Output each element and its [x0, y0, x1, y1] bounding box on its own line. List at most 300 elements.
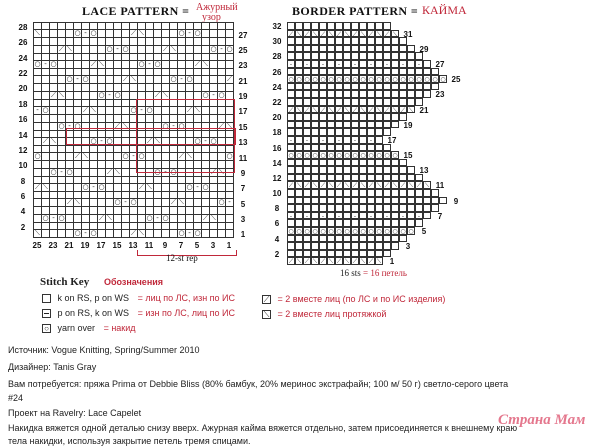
border-cell: [343, 128, 351, 136]
border-cell: ⟋: [304, 258, 310, 266]
border-cell: ○: [360, 76, 366, 84]
border-cell: [367, 113, 375, 121]
lace-cell: [90, 146, 98, 153]
border-row-number: 27: [435, 59, 445, 69]
lace-cell: [186, 61, 194, 69]
lace-cell: [114, 23, 122, 30]
border-cell: [287, 37, 295, 45]
lace-cell: ⟋: [74, 153, 82, 161]
border-cell: -: [335, 136, 343, 144]
lace-cell: [50, 153, 58, 161]
lace-cell: [42, 223, 50, 230]
border-cell: [311, 45, 319, 53]
border-cell: [415, 204, 423, 212]
lace-cell: [50, 199, 58, 207]
border-cell: ○: [416, 76, 422, 84]
border-cell: [391, 219, 399, 227]
lace-cell: [170, 61, 178, 69]
border-cell: [359, 219, 367, 227]
border-cell: [327, 60, 335, 68]
border-cell: [343, 204, 351, 212]
border-cell: [295, 144, 303, 152]
lace-cell: ○: [178, 121, 185, 130]
lace-cell: ○: [90, 229, 97, 237]
lace-cell: [130, 54, 138, 61]
lace-cell: [138, 76, 146, 84]
border-cell: -: [303, 212, 311, 220]
lace-cell: [226, 84, 234, 91]
lace-row-number: 18: [18, 99, 28, 109]
lace-col-number: 7: [178, 241, 184, 250]
lace-col-number: 1: [226, 241, 232, 250]
lace-cell: [74, 54, 82, 61]
border-cell: [367, 197, 375, 205]
lace-cell: [66, 146, 74, 153]
lace-col-number: 25: [32, 241, 42, 250]
lace-cell: [138, 215, 146, 223]
border-cell: [319, 83, 327, 91]
border-cell: [287, 121, 295, 129]
lace-cell: [58, 107, 66, 115]
lace-cell: ⟍: [178, 199, 186, 207]
border-cell: [327, 235, 335, 243]
border-cell: [351, 45, 359, 53]
border-cell: [311, 189, 319, 197]
border-cell: [295, 98, 303, 106]
border-cell: [367, 52, 375, 60]
lace-cell: [98, 23, 106, 30]
border-row-number: 12: [272, 173, 282, 183]
lace-row-number: 26: [18, 38, 28, 48]
border-cell: ○: [384, 152, 390, 160]
lace-cell: [34, 215, 42, 223]
border-cell: [295, 189, 303, 197]
lace-cell: [194, 46, 202, 54]
border-cell: [383, 128, 391, 136]
border-cell: ⟋: [336, 258, 342, 266]
lace-row-number: 28: [18, 23, 28, 32]
lace-cell: ⟋: [202, 215, 210, 223]
border-cell: -: [415, 60, 423, 68]
border-cell: ○: [384, 76, 390, 84]
border-cell: [351, 235, 359, 243]
lace-cell: ⟋: [122, 76, 130, 84]
border-cell: [327, 128, 335, 136]
lace-cell: [98, 38, 106, 45]
border-cell: [319, 52, 327, 60]
border-cell: [375, 136, 383, 144]
lace-cell: [162, 69, 170, 76]
border-cell: [303, 174, 311, 182]
lace-cell: -: [50, 215, 58, 223]
lace-cell: ⟍: [170, 46, 178, 54]
border-cell: [399, 113, 407, 121]
lace-cell: ○: [42, 106, 49, 115]
border-cell: ○: [296, 76, 302, 84]
border-cell: [311, 128, 319, 136]
border-cell: [311, 144, 319, 152]
lace-cell: [194, 38, 202, 45]
border-cell: [439, 197, 447, 205]
border-cell: [311, 52, 319, 60]
lace-cell: ⟍: [194, 107, 202, 115]
lace-cell: [146, 84, 154, 91]
border-cell: ⟋: [368, 106, 374, 114]
lace-cell: [42, 153, 50, 161]
lace-cell: [186, 46, 194, 54]
lace-cell: [226, 215, 234, 223]
border-cell: [319, 90, 327, 98]
border-cell: [311, 212, 319, 220]
border-row-number: 20: [272, 113, 282, 123]
border-cell: [367, 22, 375, 30]
border-cell: [303, 113, 311, 121]
border-cell: [383, 242, 391, 250]
lace-cell: [178, 215, 186, 223]
lace-cell: [42, 115, 50, 122]
border-cell: [335, 37, 343, 45]
border-cell: [391, 60, 399, 68]
lace-cell: -: [130, 153, 138, 161]
border-cell: [367, 235, 375, 243]
lace-cell: [42, 38, 50, 45]
key-item-ssk-ru: = 2 вместе лиц протяжкой: [277, 309, 387, 319]
border-cell: ○: [408, 76, 414, 84]
info-description-cont: тела накидки, используя закрытие петель тремя спицами.: [8, 436, 251, 446]
border-cell: [383, 98, 391, 106]
border-cell: [431, 204, 439, 212]
lace-cell: [154, 69, 162, 76]
border-cell: ⟍: [312, 182, 318, 190]
border-cell: ⟍: [328, 182, 334, 190]
lace-cell: -: [210, 92, 218, 100]
lace-cell: [34, 38, 42, 45]
lace-row-number: 21: [238, 76, 248, 86]
border-cell: [391, 242, 399, 250]
lace-cell: [162, 76, 170, 84]
key-item-knit-en: k on RS, p on WS: [57, 293, 130, 303]
key-item-k2tog: [262, 294, 445, 304]
border-cell: [359, 204, 367, 212]
border-cell: ⟋: [400, 106, 406, 114]
border-cell: [375, 121, 383, 129]
lace-cell: [114, 100, 122, 107]
lace-cell: -: [186, 230, 194, 238]
lace-cell: ⟍: [146, 184, 154, 192]
border-row-number: 10: [272, 189, 282, 199]
lace-cell: ○: [122, 152, 129, 161]
lace-cell: [42, 30, 50, 38]
stitch-key-title-en: Stitch Key: [40, 276, 90, 288]
lace-cell: [50, 146, 58, 153]
lace-cell: ⟋: [130, 30, 138, 38]
lace-cell: [66, 23, 74, 30]
border-cell: [359, 90, 367, 98]
border-cell: [327, 98, 335, 106]
border-cell: ⟋: [368, 30, 374, 38]
lace-cell: -: [34, 107, 42, 115]
info-source: Источник: Vogue Knitting, Spring/Summer 2010: [8, 345, 200, 355]
border-cell: [311, 197, 319, 205]
lace-cell: [130, 84, 138, 91]
border-cell: [383, 68, 391, 76]
border-cell: [311, 136, 319, 144]
border-cell: [335, 121, 343, 129]
lace-cell: [82, 207, 90, 214]
border-cell: [287, 68, 295, 76]
lace-cell: [74, 161, 82, 168]
lace-cell: [210, 230, 218, 238]
lace-cell: [114, 177, 122, 184]
lace-cell: [162, 230, 170, 238]
lace-col-number: 17: [96, 241, 106, 250]
border-cell: -: [399, 60, 407, 68]
key-item-purl-ru: = изн по ЛС, лиц по ИС: [137, 308, 236, 318]
lace-cell: ○: [106, 136, 113, 145]
border-cell: [375, 68, 383, 76]
lace-cell: [58, 138, 66, 146]
border-cell: [359, 197, 367, 205]
border-cell: [375, 212, 383, 220]
lace-cell: [82, 199, 90, 207]
border-cell: [343, 98, 351, 106]
border-cell: ⟍: [392, 30, 398, 38]
lace-cell: [170, 84, 178, 91]
lace-cell: ○: [146, 106, 153, 115]
lace-cell: ⟋: [58, 46, 66, 54]
border-cell: ⟋: [320, 30, 326, 38]
border-cell: [375, 242, 383, 250]
border-cell: [399, 98, 407, 106]
border-cell: [359, 60, 367, 68]
lace-cell: [226, 23, 234, 30]
border-cell: ○: [424, 76, 430, 84]
lace-cell: [66, 184, 74, 192]
border-cell: [327, 45, 335, 53]
lace-cell: [50, 23, 58, 30]
border-cell: [407, 166, 415, 174]
border-cell: [359, 242, 367, 250]
border-row-number: 11: [435, 181, 445, 191]
lace-cell: [138, 38, 146, 45]
lace-cell: [98, 199, 106, 207]
border-cell: [319, 166, 327, 174]
lace-cell: ⟋: [146, 138, 154, 146]
lace-cell: ⟋: [114, 123, 122, 131]
border-cell: [327, 22, 335, 30]
lace-cell: [146, 30, 154, 38]
lace-cell: [50, 177, 58, 184]
border-cell: ○: [336, 76, 342, 84]
border-cell: -: [303, 136, 311, 144]
border-cell: -: [351, 136, 359, 144]
lace-col-number: 21: [64, 241, 74, 250]
border-cell: [343, 136, 351, 144]
key-item-yarn-over-en: yarn over: [57, 323, 96, 333]
lace-cell: [210, 54, 218, 61]
border-cell: ⟍: [376, 182, 382, 190]
key-item-knit: [42, 293, 235, 303]
border-cell: ⟋: [368, 258, 374, 266]
border-cell: ⟋: [336, 106, 342, 114]
border-cell: [319, 250, 327, 258]
border-cell: [359, 45, 367, 53]
lace-cell: [58, 23, 66, 30]
lace-cell: [98, 115, 106, 122]
lace-cell: ○: [74, 229, 81, 237]
border-cell: ⟍: [344, 30, 350, 38]
lace-col-number: 9: [162, 241, 168, 250]
lace-cell: -: [74, 76, 82, 84]
lace-cell: ⟍: [138, 30, 146, 38]
border-cell: [383, 250, 391, 258]
lace-cell: [106, 76, 114, 84]
lace-cell: [226, 30, 234, 38]
border-cell: [287, 113, 295, 121]
lace-cell: [50, 184, 58, 192]
border-cell: [343, 90, 351, 98]
lace-cell: [50, 123, 58, 131]
lace-cell: [154, 177, 162, 184]
border-sts-label: [340, 268, 407, 278]
lace-cell: [34, 199, 42, 207]
border-row-number: 21: [419, 105, 429, 115]
border-cell: [399, 235, 407, 243]
lace-cell: [122, 215, 130, 223]
info-materials: Вам потребуется: пряжа Prima от Debbie Bliss (80% бамбук, 20% меринос экстрафайн; 100 м/ 50 г) светло-серого цвета: [8, 379, 509, 389]
lace-cell: [194, 76, 202, 84]
border-cell: ⟋: [352, 182, 358, 190]
lace-cell: [66, 54, 74, 61]
border-cell: [383, 189, 391, 197]
lace-cell: ○: [58, 213, 65, 222]
border-cell: [295, 37, 303, 45]
lace-cell: [178, 207, 186, 214]
lace-cell: [114, 76, 122, 84]
lace-cell: [218, 207, 226, 214]
lace-cell: ○: [50, 60, 57, 69]
border-cell: [407, 197, 415, 205]
border-cell: [343, 219, 351, 227]
border-cell: [335, 68, 343, 76]
lace-row-number: 22: [18, 69, 28, 79]
lace-cell: [58, 192, 66, 199]
lace-col-number: 13: [128, 241, 138, 250]
border-cell: [311, 235, 319, 243]
lace-cell: [50, 100, 58, 107]
key-item-knit-ru: = лиц по ЛС, изн по ИС: [137, 293, 236, 303]
border-cell: [327, 121, 335, 129]
border-cell: [399, 219, 407, 227]
border-cell: [391, 197, 399, 205]
lace-cell: [82, 84, 90, 91]
lace-cell: [74, 61, 82, 69]
lace-cell: ○: [226, 152, 233, 161]
border-cell: [351, 219, 359, 227]
stitch-key-title: [40, 276, 163, 288]
border-cell: [423, 212, 431, 220]
border-cell: ○: [304, 76, 310, 84]
border-cell: [343, 83, 351, 91]
lace-row-number: 23: [238, 61, 248, 71]
border-cell: [375, 189, 383, 197]
border-cell: [327, 204, 335, 212]
lace-cell: [114, 153, 122, 161]
border-cell: ○: [400, 228, 406, 236]
lace-cell: [74, 207, 82, 214]
border-cell: [319, 242, 327, 250]
lace-cell: [122, 92, 130, 100]
border-row-number: 16: [272, 143, 282, 153]
lace-cell: ○: [170, 75, 177, 84]
border-cell: ⟋: [304, 30, 310, 38]
lace-row-number: 16: [18, 115, 28, 125]
border-cell: [367, 189, 375, 197]
lace-cell: [34, 161, 42, 168]
border-row-number: 13: [419, 166, 429, 176]
border-cell: [391, 52, 399, 60]
border-cell: [319, 37, 327, 45]
lace-cell: [42, 84, 50, 91]
border-cell: [407, 45, 415, 53]
lace-cell: [162, 192, 170, 199]
border-row-number: 4: [274, 234, 280, 244]
lace-cell: [114, 107, 122, 115]
lace-cell: [178, 46, 186, 54]
border-cell: [303, 37, 311, 45]
border-cell: [359, 144, 367, 152]
lace-cell: [130, 215, 138, 223]
lace-row-number: 20: [18, 84, 28, 94]
lace-cell: ⟍: [122, 123, 130, 131]
border-cell: ⟍: [312, 258, 318, 266]
key-item-purl-en: p on RS, k on WS: [57, 308, 130, 318]
lace-cell: [210, 69, 218, 76]
lace-cell: ⟋: [50, 92, 58, 100]
lace-cell: [226, 177, 234, 184]
lace-cell: [50, 223, 58, 230]
border-cell: [295, 250, 303, 258]
border-cell: [351, 242, 359, 250]
lace-cell: [74, 46, 82, 54]
border-title-eq: =: [410, 4, 419, 18]
border-cell: ⟋: [288, 30, 294, 38]
border-cell: [351, 98, 359, 106]
border-cell: [335, 22, 343, 30]
border-cell: [287, 45, 295, 53]
lace-cell: [114, 30, 122, 38]
border-cell: ○: [376, 152, 382, 160]
border-cell: [415, 197, 423, 205]
lace-cell: [66, 92, 74, 100]
border-cell: [423, 60, 431, 68]
border-cell: [367, 174, 375, 182]
border-cell: [319, 159, 327, 167]
border-cell: [311, 166, 319, 174]
lace-cell: [82, 38, 90, 45]
border-cell: [303, 128, 311, 136]
border-cell: [311, 83, 319, 91]
border-cell: [391, 98, 399, 106]
border-cell: ⟋: [416, 182, 422, 190]
border-cell: [319, 174, 327, 182]
border-row-number: 29: [419, 44, 429, 54]
border-cell: [351, 204, 359, 212]
lace-cell: [122, 30, 130, 38]
lace-cell: -: [218, 46, 226, 54]
border-cell: ⟍: [296, 106, 302, 114]
border-cell: [303, 83, 311, 91]
